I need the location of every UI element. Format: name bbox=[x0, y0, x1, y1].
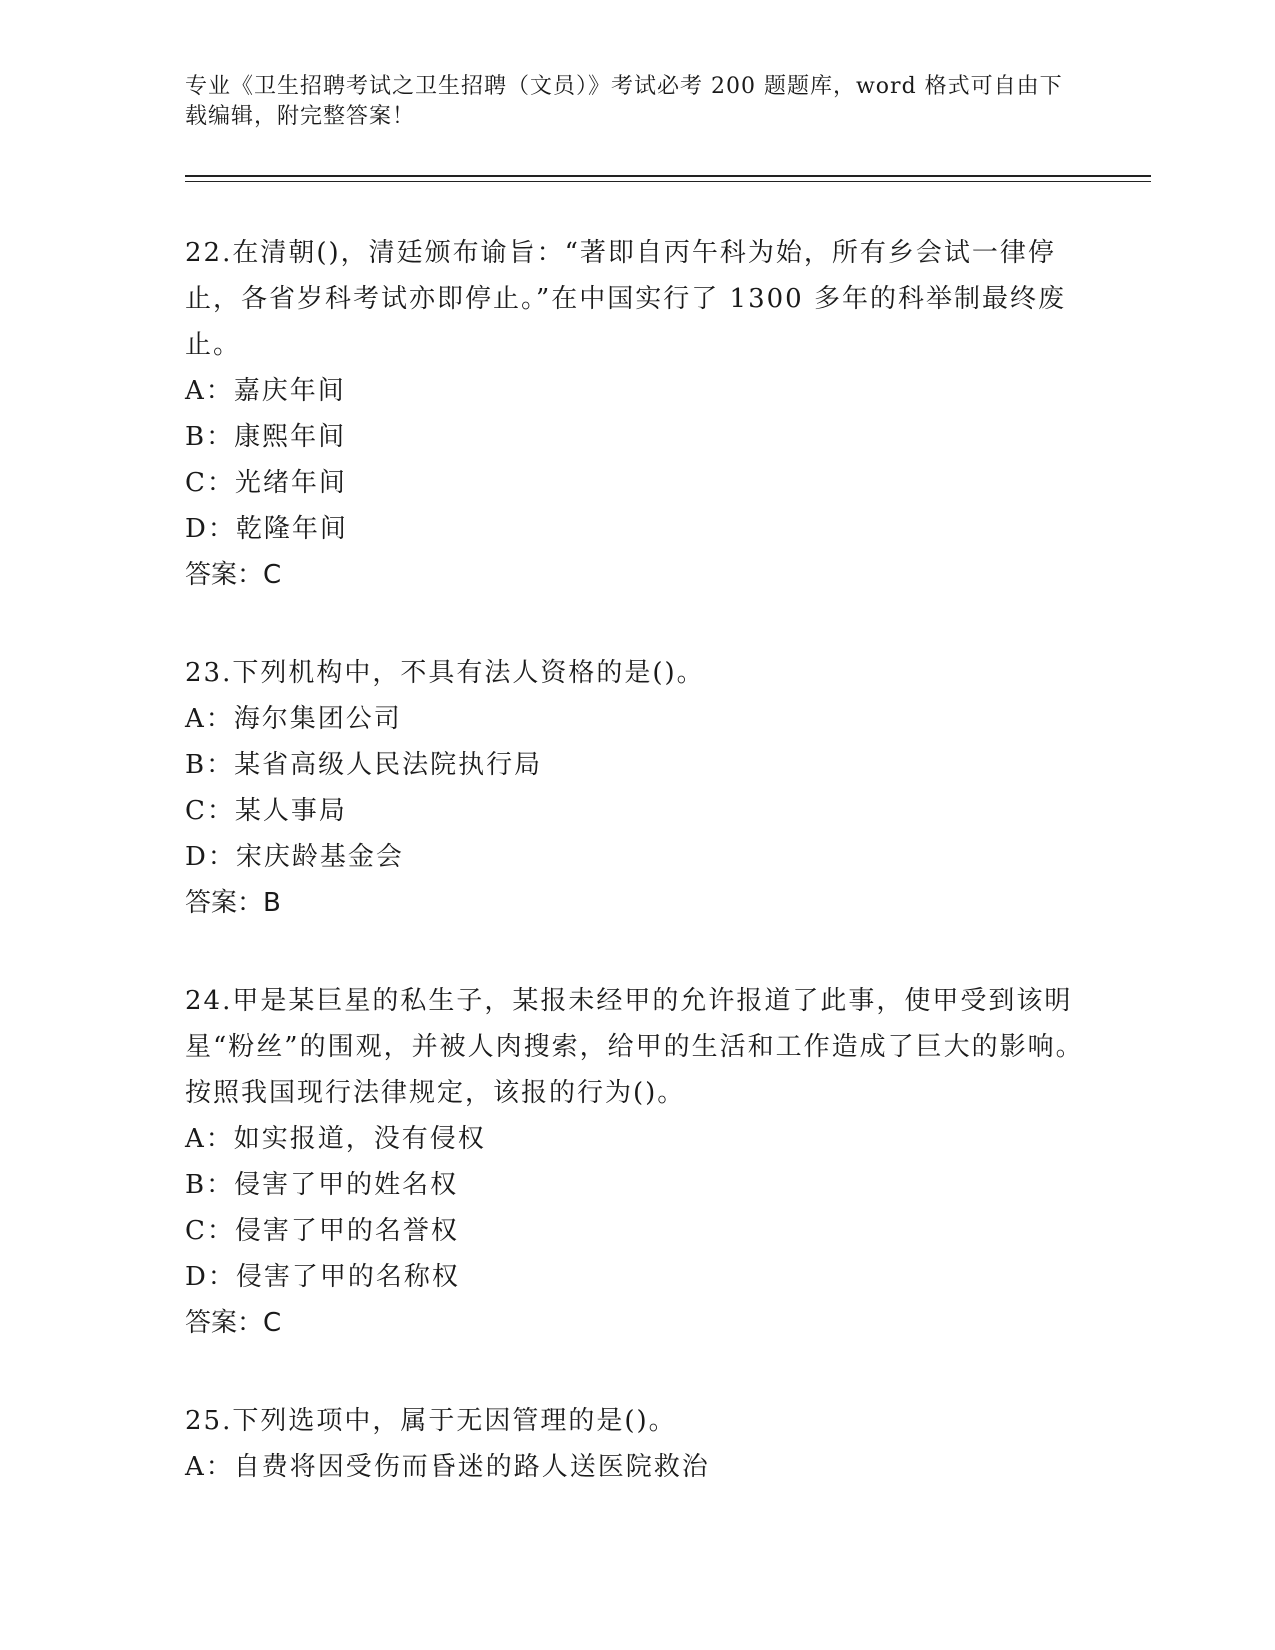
option-d: D：侵害了甲的名称权 bbox=[185, 1262, 460, 1292]
answer-line: 答案：C bbox=[185, 560, 282, 590]
option-a: A：海尔集团公司 bbox=[185, 704, 402, 734]
header-intro-text: 专业《卫生招聘考试之卫生招聘（文员）》考试必考 200 题题库，word 格式可自由下载编辑，附完整答案！ bbox=[185, 74, 1063, 129]
question-25 bbox=[185, 1398, 1085, 1490]
option-b: B：侵害了甲的姓名权 bbox=[185, 1170, 459, 1200]
answer-line: 答案：C bbox=[185, 1308, 282, 1338]
question-stem: 25.下列选项中，属于无因管理的是()。 bbox=[185, 1406, 677, 1436]
question-stem: 23.下列机构中，不具有法人资格的是()。 bbox=[185, 658, 705, 688]
option-d: D：宋庆龄基金会 bbox=[185, 842, 404, 872]
option-a: A：自费将因受伤而昏迷的路人送医院救治 bbox=[185, 1452, 710, 1482]
header-divider-thick bbox=[185, 175, 1151, 177]
question-22 bbox=[185, 230, 1085, 598]
document-header bbox=[185, 72, 1085, 132]
option-c: C：光绪年间 bbox=[185, 468, 347, 498]
question-stem: 24.甲是某巨星的私生子，某报未经甲的允许报道了此事，使甲受到该明星“粉丝”的围观，并被人肉搜索，给甲的生活和工作造成了巨大的影响。按照我国现行法律规定，该报的行为()。 bbox=[185, 986, 1084, 1108]
option-c: C：某人事局 bbox=[185, 796, 347, 826]
option-a: A：如实报道，没有侵权 bbox=[185, 1124, 486, 1154]
question-stem: 22.在清朝()，清廷颁布谕旨：“著即自丙午科为始，所有乡会试一律停止，各省岁科考试亦即停止。”在中国实行了 1300 多年的科举制最终废止。 bbox=[185, 238, 1066, 360]
question-23 bbox=[185, 650, 1085, 926]
option-c: C：侵害了甲的名誉权 bbox=[185, 1216, 459, 1246]
question-24 bbox=[185, 978, 1085, 1346]
option-b: B：康熙年间 bbox=[185, 422, 347, 452]
option-b: B：某省高级人民法院执行局 bbox=[185, 750, 543, 780]
option-a: A：嘉庆年间 bbox=[185, 376, 346, 406]
header-divider-thin bbox=[185, 181, 1151, 182]
question-list bbox=[185, 230, 1085, 1490]
answer-line: 答案：B bbox=[185, 888, 281, 918]
option-d: D：乾隆年间 bbox=[185, 514, 348, 544]
